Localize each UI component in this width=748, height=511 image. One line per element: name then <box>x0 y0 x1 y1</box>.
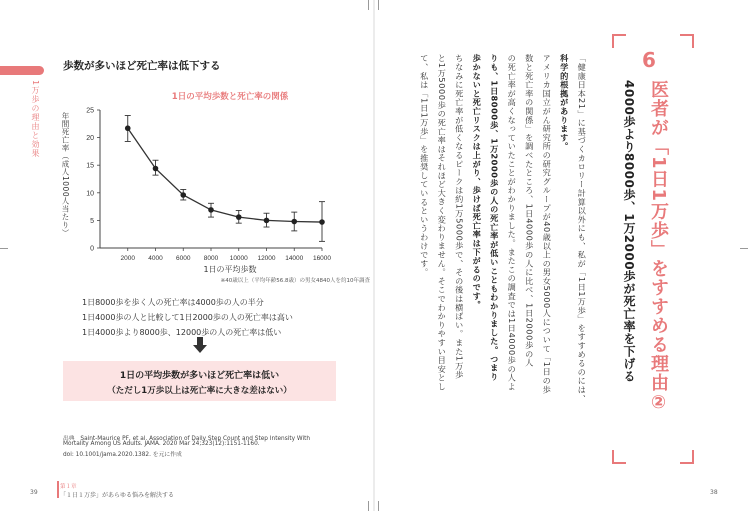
page-gutter <box>373 0 375 511</box>
section-title: 歩数が多いほど死亡率は低下する <box>63 60 221 72</box>
x-tick-label: 8000 <box>203 255 219 262</box>
data-point <box>236 214 242 220</box>
chapter-bar <box>57 481 59 498</box>
data-point <box>319 219 325 225</box>
data-point <box>208 207 214 213</box>
conclusion-line-2: （ただし1万歩以上は死亡率に大きな差はない） <box>107 386 292 396</box>
chapter-side-label: 1万歩の理由と効果 <box>31 80 40 159</box>
data-point <box>153 166 159 172</box>
x-tick-label: 14000 <box>285 255 304 262</box>
crop-mark <box>368 501 369 511</box>
source-line-2: Mortality Among US Adults. JAMA. 2020 Mar 24;323(12):1151-1160. <box>63 441 260 447</box>
y-tick-label: 15 <box>86 162 94 170</box>
heading-bracket-bottom-right <box>680 450 694 464</box>
heading-bracket-top-right <box>680 34 694 48</box>
body-column: 科学的根拠があります。 <box>559 54 570 151</box>
body-column: 歩かないと死亡リスクは上がり、歩けば死亡率は下がるのです。 <box>472 54 483 310</box>
body-column: ちなみに死亡率が低くなるピークは約1万5000歩で、その後は横ばい。また1万歩 <box>454 54 465 380</box>
chapter-side-tab <box>0 66 44 75</box>
chapter-title: 「１日１万歩」があらゆる悩みを解決する <box>60 492 175 499</box>
chapter-label: 第１章 <box>60 484 77 490</box>
section-number: 6 <box>642 48 656 72</box>
chart-x-axis-label: 1日の平均歩数 <box>203 265 257 274</box>
data-point <box>264 218 270 224</box>
x-tick-label: 4000 <box>148 255 163 262</box>
body-column: アメリカ国立がん研究所の研究グループが40歳以上の男女5000人について「1日の歩 <box>542 54 553 394</box>
data-point <box>125 125 131 131</box>
x-tick-label: 16000 <box>312 255 332 262</box>
body-column: りも、1日8000歩、1万2000歩の人の死亡率が低いこともわかりました。つまり <box>489 54 500 381</box>
y-tick-label: 10 <box>86 190 94 198</box>
heading-bracket-bottom-left <box>612 450 626 464</box>
x-tick-label: 12000 <box>257 255 276 262</box>
section-subheading: 4000歩より8000歩、1万2000歩が死亡率を下げる <box>622 80 636 383</box>
body-column: と1万5000歩の死亡率はそれほど大きく変わりません。そこでわかりやすい目安とし <box>437 54 448 392</box>
conclusion-line-1: 1日の平均歩数が多いほど死亡率は低い <box>119 371 280 381</box>
comparison-line-3: 1日4000歩より8000歩、12000歩の人の死亡率は低い <box>82 328 282 337</box>
crop-mark <box>740 248 748 249</box>
data-point <box>180 192 186 198</box>
crop-mark <box>378 501 379 511</box>
heading-bracket-top-left <box>612 34 626 48</box>
x-tick-label: 6000 <box>176 255 191 262</box>
down-arrow-icon <box>193 345 207 353</box>
chart-y-axis-label: 年間死亡率（成人1000人当たり） <box>61 112 70 238</box>
chart-title: 1日の平均歩数と死亡率の関係 <box>171 92 289 102</box>
y-tick-label: 20 <box>86 135 94 143</box>
comparison-line-2: 1日4000歩の人と比較して1日2000歩の人の死亡率は高い <box>82 313 293 322</box>
x-tick-label: 2000 <box>120 255 135 262</box>
y-tick-label: 5 <box>90 217 94 225</box>
data-point <box>291 219 297 225</box>
comparison-line-1: 1日8000歩を歩く人の死亡率は4000歩の人の半分 <box>82 298 264 307</box>
crop-mark <box>368 0 369 10</box>
body-column: 「健康日本21」に基づくカロリー計算以外にも、私が「1日1万歩」をすすめるのには、 <box>577 54 588 403</box>
body-column: て、私は「1日1万歩」を推奨しているというわけです。 <box>419 54 430 277</box>
page-number-right: 38 <box>710 489 718 496</box>
y-tick-label: 25 <box>86 107 94 115</box>
source-line-1: 出典 Saint-Maurice PF, et al. Association of Daily Step Count and Step Intensity With <box>63 436 311 442</box>
section-heading: 医者が「1日1万歩」をすすめる理由② <box>648 80 669 415</box>
chart-footnote: ※40歳以上（平均年齢56.8歳）の男女4840人を約10年調査 <box>220 278 370 284</box>
mortality-chart <box>56 100 336 265</box>
crop-mark <box>0 248 8 249</box>
page-number-left: 39 <box>30 489 38 496</box>
body-column: の死亡率が高くなっていたことがわかりました。またこの調査では1日4000歩の人よ <box>507 54 518 392</box>
crop-mark <box>378 0 379 10</box>
source-line-3: doi: 10.1001/jama.2020.1382. を元に作成 <box>63 452 182 458</box>
x-tick-label: 10000 <box>229 255 248 262</box>
y-tick-label: 0 <box>90 245 94 253</box>
body-column: 数と死亡率の関係」を調べたところ、1日4000歩の人に比べ、1日2000歩の人 <box>524 54 535 368</box>
